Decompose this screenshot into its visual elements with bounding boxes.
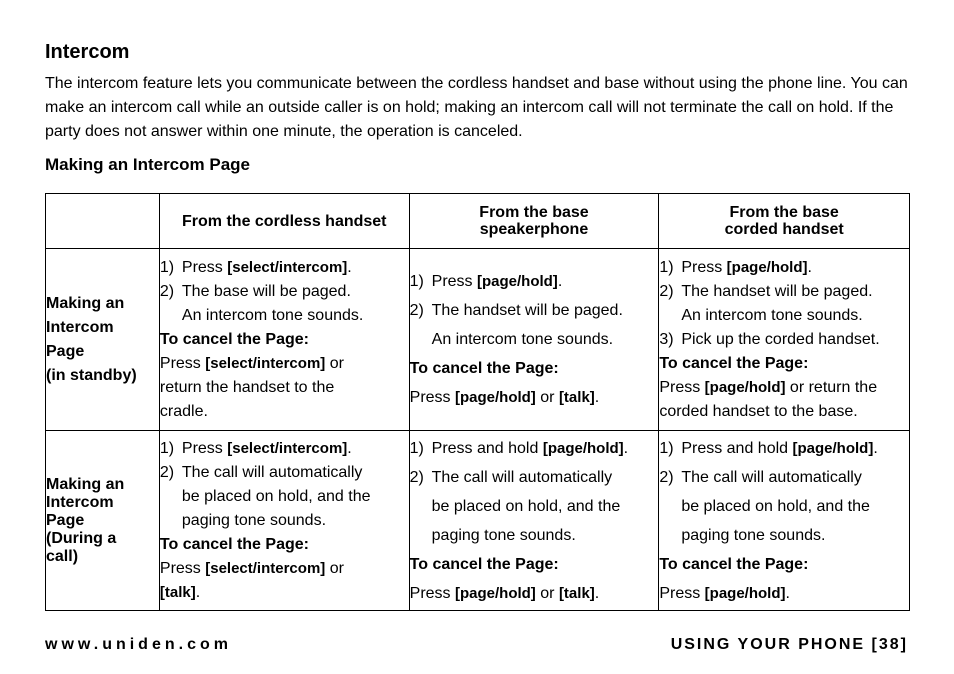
step-text-pre: The handset will be paged. An intercom tone sounds. bbox=[681, 282, 873, 324]
step-text bbox=[681, 256, 812, 280]
step-text-pre: The call will automatically be placed on hold, and the paging tone sounds. bbox=[431, 468, 621, 544]
key-label: [page/hold] bbox=[454, 389, 536, 406]
step-number: 2) bbox=[409, 302, 424, 319]
step-item bbox=[659, 434, 909, 463]
intercom-table bbox=[45, 193, 910, 611]
table-header-cordless-handset: From the cordless handset bbox=[159, 194, 409, 249]
row-label: Making an Intercom Page (During a call) bbox=[46, 431, 160, 611]
cancel-text-pre: Press bbox=[659, 378, 705, 396]
step-item bbox=[659, 463, 909, 550]
cancel-heading: To cancel the Page: bbox=[159, 535, 309, 553]
cancel-text-post: . bbox=[594, 389, 600, 406]
table-cell bbox=[409, 431, 659, 611]
step-number: 1) bbox=[659, 439, 674, 457]
table-header-empty bbox=[46, 194, 160, 249]
step-item bbox=[160, 461, 409, 533]
step-text-pre: The call will automatically be placed on hold, and the paging tone sounds. bbox=[681, 468, 870, 544]
step-number: 1) bbox=[409, 439, 424, 457]
key-label: [page/hold] bbox=[454, 584, 536, 602]
step-text bbox=[182, 437, 352, 461]
step-item bbox=[410, 296, 659, 354]
table-cell bbox=[659, 431, 910, 611]
step-number: 2) bbox=[159, 282, 175, 300]
key-label: [talk] bbox=[558, 584, 595, 602]
cancel-text-post: . bbox=[785, 584, 790, 602]
step-number: 1) bbox=[159, 258, 175, 276]
footer-section-page: USING YOUR PHONE [38] bbox=[670, 636, 908, 653]
cancel-text-mid: or bbox=[535, 584, 559, 602]
cancel-heading: To cancel the Page: bbox=[159, 330, 309, 348]
step-number: 1) bbox=[659, 258, 674, 276]
cancel-text-post: . bbox=[195, 583, 201, 601]
step-text bbox=[432, 267, 563, 296]
cancel-text-pre: Press bbox=[159, 559, 206, 577]
step-item bbox=[659, 328, 909, 352]
step-text-post: . bbox=[807, 258, 812, 276]
step-text bbox=[432, 434, 628, 463]
step-number: 2) bbox=[659, 282, 674, 300]
step-text bbox=[681, 280, 872, 328]
step-text bbox=[182, 256, 352, 280]
step-item bbox=[410, 267, 659, 296]
step-text bbox=[182, 461, 371, 533]
row-label: Making an Intercom Page (in standby) bbox=[46, 249, 160, 431]
key-label: [page/hold] bbox=[726, 258, 808, 276]
cancel-text-mid: or return the corded handset to the base. bbox=[659, 378, 878, 420]
step-text-post: . bbox=[557, 273, 563, 290]
cancel-heading: To cancel the Page: bbox=[659, 354, 809, 372]
step-number: 2) bbox=[409, 468, 424, 486]
table-header-base-speakerphone: From the base speakerphone bbox=[409, 194, 659, 249]
step-text-pre: Press bbox=[181, 439, 228, 457]
key-label: [page/hold] bbox=[704, 584, 786, 602]
step-item bbox=[160, 280, 409, 328]
step-text-pre: Press bbox=[681, 258, 727, 276]
step-text bbox=[182, 280, 363, 328]
step-text-post: . bbox=[623, 439, 629, 457]
cancel-instructions bbox=[410, 383, 659, 412]
cancel-instructions bbox=[410, 579, 659, 608]
table-row bbox=[46, 249, 910, 431]
key-label: [talk] bbox=[159, 583, 196, 601]
step-text-post: . bbox=[873, 439, 878, 457]
cancel-text-mid: or bbox=[535, 389, 559, 406]
step-number: 1) bbox=[159, 439, 175, 457]
step-number: 3) bbox=[659, 330, 674, 348]
table-row bbox=[46, 431, 910, 611]
cancel-text-pre: Press bbox=[159, 354, 206, 372]
page-title: Intercom bbox=[45, 41, 130, 63]
step-item bbox=[410, 463, 659, 550]
step-text-pre: Press and hold bbox=[431, 439, 543, 457]
key-label: [select/intercom] bbox=[205, 559, 326, 577]
cancel-instructions bbox=[659, 376, 909, 424]
key-label: [talk] bbox=[558, 389, 595, 406]
key-label: [select/intercom] bbox=[205, 354, 326, 372]
intro-paragraph: The intercom feature lets you communicate between the cordless handset and base without using the phone line. You can make an intercom call while an outside caller is on hold; making an intercom call will not terminate the call on hold. If the party does not answer within one minute, the operation is canceled. bbox=[45, 75, 908, 140]
step-text-pre: The handset will be paged. An intercom tone sounds. bbox=[431, 302, 623, 348]
cancel-instructions bbox=[160, 352, 409, 424]
section-subtitle: Making an Intercom Page bbox=[45, 155, 250, 174]
step-text-pre: Press and hold bbox=[681, 439, 793, 457]
cancel-instructions bbox=[160, 557, 409, 605]
table-header-row bbox=[46, 194, 910, 249]
step-text-post: . bbox=[347, 439, 352, 457]
table-header-base-corded-handset: From the base corded handset bbox=[659, 194, 910, 249]
table-cell bbox=[659, 249, 910, 431]
key-label: [select/intercom] bbox=[227, 258, 348, 276]
step-item bbox=[659, 256, 909, 280]
table-cell bbox=[159, 249, 409, 431]
key-label: [page/hold] bbox=[704, 378, 786, 396]
step-number: 1) bbox=[409, 273, 424, 290]
table-cell bbox=[159, 431, 409, 611]
step-item bbox=[160, 256, 409, 280]
cancel-heading: To cancel the Page: bbox=[659, 555, 809, 573]
step-number: 2) bbox=[659, 468, 674, 486]
key-label: [page/hold] bbox=[476, 273, 558, 290]
cancel-text-mid: or return the handset to the cradle. bbox=[159, 354, 344, 420]
step-item bbox=[410, 434, 659, 463]
cancel-text-pre: Press bbox=[409, 389, 455, 406]
cancel-heading: To cancel the Page: bbox=[409, 555, 559, 573]
step-text bbox=[681, 434, 877, 463]
cancel-text-mid: or bbox=[329, 559, 344, 577]
table-cell bbox=[409, 249, 659, 431]
step-text bbox=[681, 463, 870, 550]
step-text bbox=[681, 328, 879, 352]
step-text-pre: Press bbox=[431, 273, 477, 290]
step-text bbox=[432, 463, 621, 550]
step-text-pre: The call will automatically be placed on hold, and the paging tone sounds. bbox=[181, 463, 371, 529]
step-text-post: . bbox=[347, 258, 352, 276]
step-text-pre: Pick up the corded handset. bbox=[681, 330, 880, 348]
step-text bbox=[432, 296, 623, 354]
footer-website: www.uniden.com bbox=[45, 636, 232, 653]
step-text-pre: The base will be paged. An intercom tone sounds. bbox=[181, 282, 364, 324]
step-item bbox=[160, 437, 409, 461]
key-label: [page/hold] bbox=[792, 439, 874, 457]
cancel-text-pre: Press bbox=[409, 584, 455, 602]
cancel-text-pre: Press bbox=[659, 584, 705, 602]
cancel-heading: To cancel the Page: bbox=[409, 360, 559, 377]
step-text-pre: Press bbox=[181, 258, 228, 276]
step-number: 2) bbox=[159, 463, 175, 481]
key-label: [select/intercom] bbox=[227, 439, 348, 457]
cancel-instructions bbox=[659, 579, 909, 608]
step-item bbox=[659, 280, 909, 328]
key-label: [page/hold] bbox=[542, 439, 624, 457]
cancel-text-post: . bbox=[594, 584, 600, 602]
